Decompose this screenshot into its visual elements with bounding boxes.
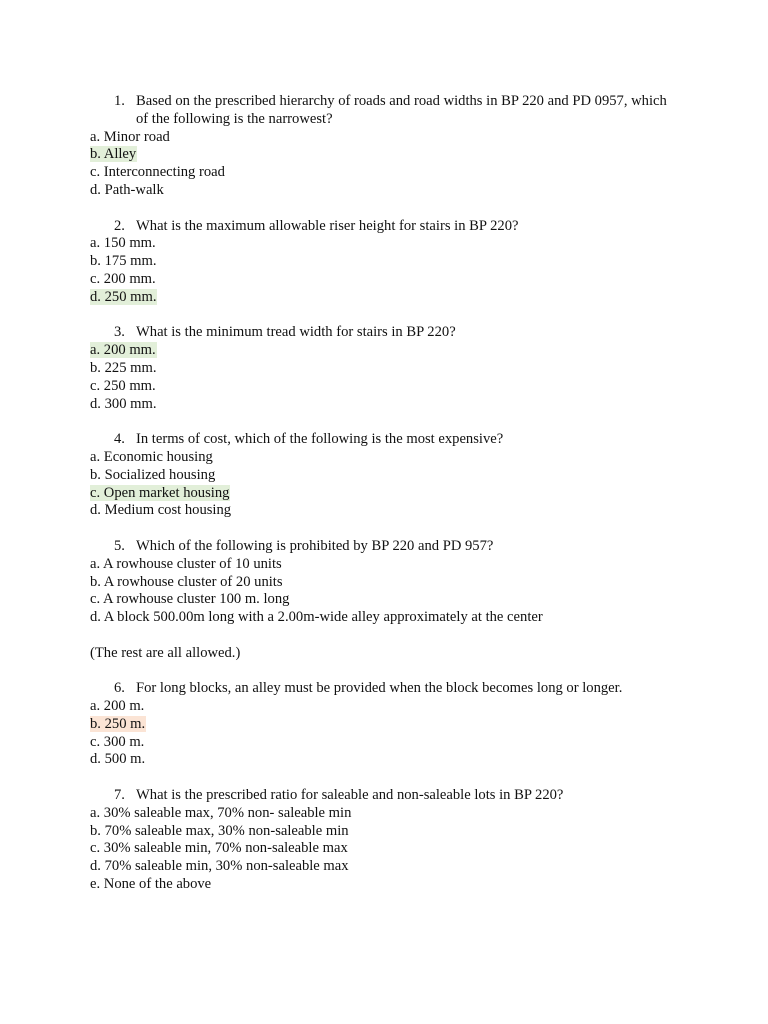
option-d: d. 500 m. (90, 751, 146, 768)
question-number: 2. (114, 217, 125, 234)
answer-note: (The rest are all allowed.) (90, 644, 241, 661)
option-c: c. 250 mm. (90, 377, 156, 394)
option-d: d. Path-walk (90, 181, 164, 198)
option-a: a. Minor road (90, 128, 170, 145)
question-number: 5. (114, 537, 125, 554)
option-d: d. 250 mm. (90, 288, 157, 305)
option-d: d. Medium cost housing (90, 502, 232, 519)
question-text: What is the prescribed ratio for saleable and non-saleable lots in BP 220? (136, 787, 564, 804)
question-text: What is the minimum tread width for stairs in BP 220? (136, 324, 456, 341)
option-d: d. 300 mm. (90, 395, 157, 412)
option-b: b. Socialized housing (90, 466, 216, 483)
question-text: In terms of cost, which of the following is the most expensive? (136, 431, 504, 448)
option-a: a. 30% saleable max, 70% non- saleable min (90, 804, 352, 821)
question-text: For long blocks, an alley must be provided when the block becomes long or longer. (136, 680, 623, 697)
question-header (90, 431, 668, 449)
option-a: a. 200 m. (90, 698, 145, 715)
option-c: c. A rowhouse cluster 100 m. long (90, 591, 290, 608)
question-header (90, 680, 668, 698)
option-d: d. 70% saleable min, 30% non-saleable max (90, 858, 349, 875)
question-6 (90, 680, 668, 769)
option-b: b. Alley (90, 146, 137, 163)
question-header (90, 324, 668, 342)
question-header (90, 787, 668, 805)
option-b: b. 250 m. (90, 715, 146, 732)
question-2 (90, 218, 668, 307)
question-number: 6. (114, 680, 125, 697)
question-header (90, 93, 668, 129)
question-number: 4. (114, 431, 125, 448)
question-header (90, 218, 668, 236)
option-b: b. A rowhouse cluster of 20 units (90, 573, 283, 590)
option-a: a. 150 mm. (90, 235, 156, 252)
option-c: c. 200 mm. (90, 270, 156, 287)
question-5 (90, 538, 668, 627)
question-1 (90, 93, 668, 200)
option-c: c. 300 m. (90, 733, 145, 750)
question-header (90, 538, 668, 556)
option-c: c. Interconnecting road (90, 164, 225, 181)
option-a: a. Economic housing (90, 448, 213, 465)
question-number: 1. (114, 93, 125, 109)
option-a: a. A rowhouse cluster of 10 units (90, 555, 282, 572)
question-text: What is the maximum allowable riser height for stairs in BP 220? (136, 217, 519, 234)
option-b: b. 175 mm. (90, 253, 157, 270)
question-text: Based on the prescribed hierarchy of roads and road widths in BP 220 and PD 0957, which of the following is the narrowest? (136, 93, 667, 127)
question-7 (90, 787, 668, 894)
question-number: 3. (114, 324, 125, 341)
option-d: d. A block 500.00m long with a 2.00m-wide alley approximately at the center (90, 609, 543, 626)
option-c: c. Open market housing (90, 484, 230, 501)
option-b: b. 225 mm. (90, 359, 157, 376)
question-3 (90, 324, 668, 413)
option-b: b. 70% saleable max, 30% non-saleable min (90, 822, 349, 839)
question-4 (90, 431, 668, 520)
question-text: Which of the following is prohibited by BP 220 and PD 957? (136, 537, 494, 554)
option-a: a. 200 mm. (90, 342, 156, 359)
option-c: c. 30% saleable min, 70% non-saleable max (90, 840, 348, 857)
question-number: 7. (114, 787, 125, 804)
option-e: e. None of the above (90, 876, 212, 893)
